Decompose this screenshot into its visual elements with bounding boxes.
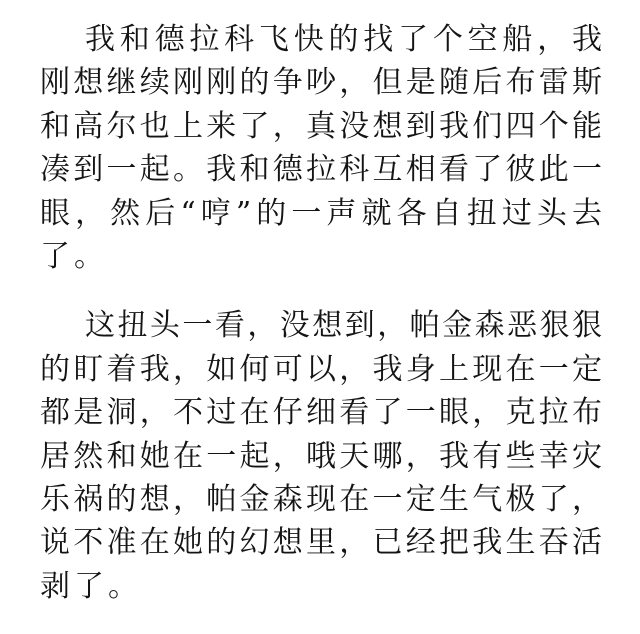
text-line: 乐祸的想，帕金森现在一定生气极了， [40, 481, 602, 517]
document-page [40, 18, 602, 634]
text-line: 这扭头一看，没想到，帕金森恶狠狠 [85, 308, 602, 344]
text-line: 我和德拉科飞快的找了个空船，我 [85, 22, 602, 57]
paragraph-2 [40, 304, 602, 608]
text-line: 刚想继续刚刚的争吵，但是随后布雷斯 [40, 65, 602, 101]
text-line: 和高尔也上来了，真没想到我们四个能 [40, 108, 602, 144]
text-line: 了。 [40, 238, 108, 274]
text-line: 的盯着我，如何可以，我身上现在一定 [40, 351, 602, 387]
paragraph-1 [40, 18, 602, 278]
text-line: 眼，然后“哼”的一声就各自扭过头去 [40, 195, 602, 231]
text-line: 居然和她在一起，哦天哪，我有些幸灾 [40, 438, 602, 474]
text-line: 说不准在她的幻想里，已经把我生吞活 [40, 525, 602, 561]
text-line: 剥了。 [40, 568, 142, 604]
text-line: 都是洞，不过在仔细看了一眼，克拉布 [40, 395, 602, 431]
text-line: 凑到一起。我和德拉科互相看了彼此一 [40, 152, 602, 188]
